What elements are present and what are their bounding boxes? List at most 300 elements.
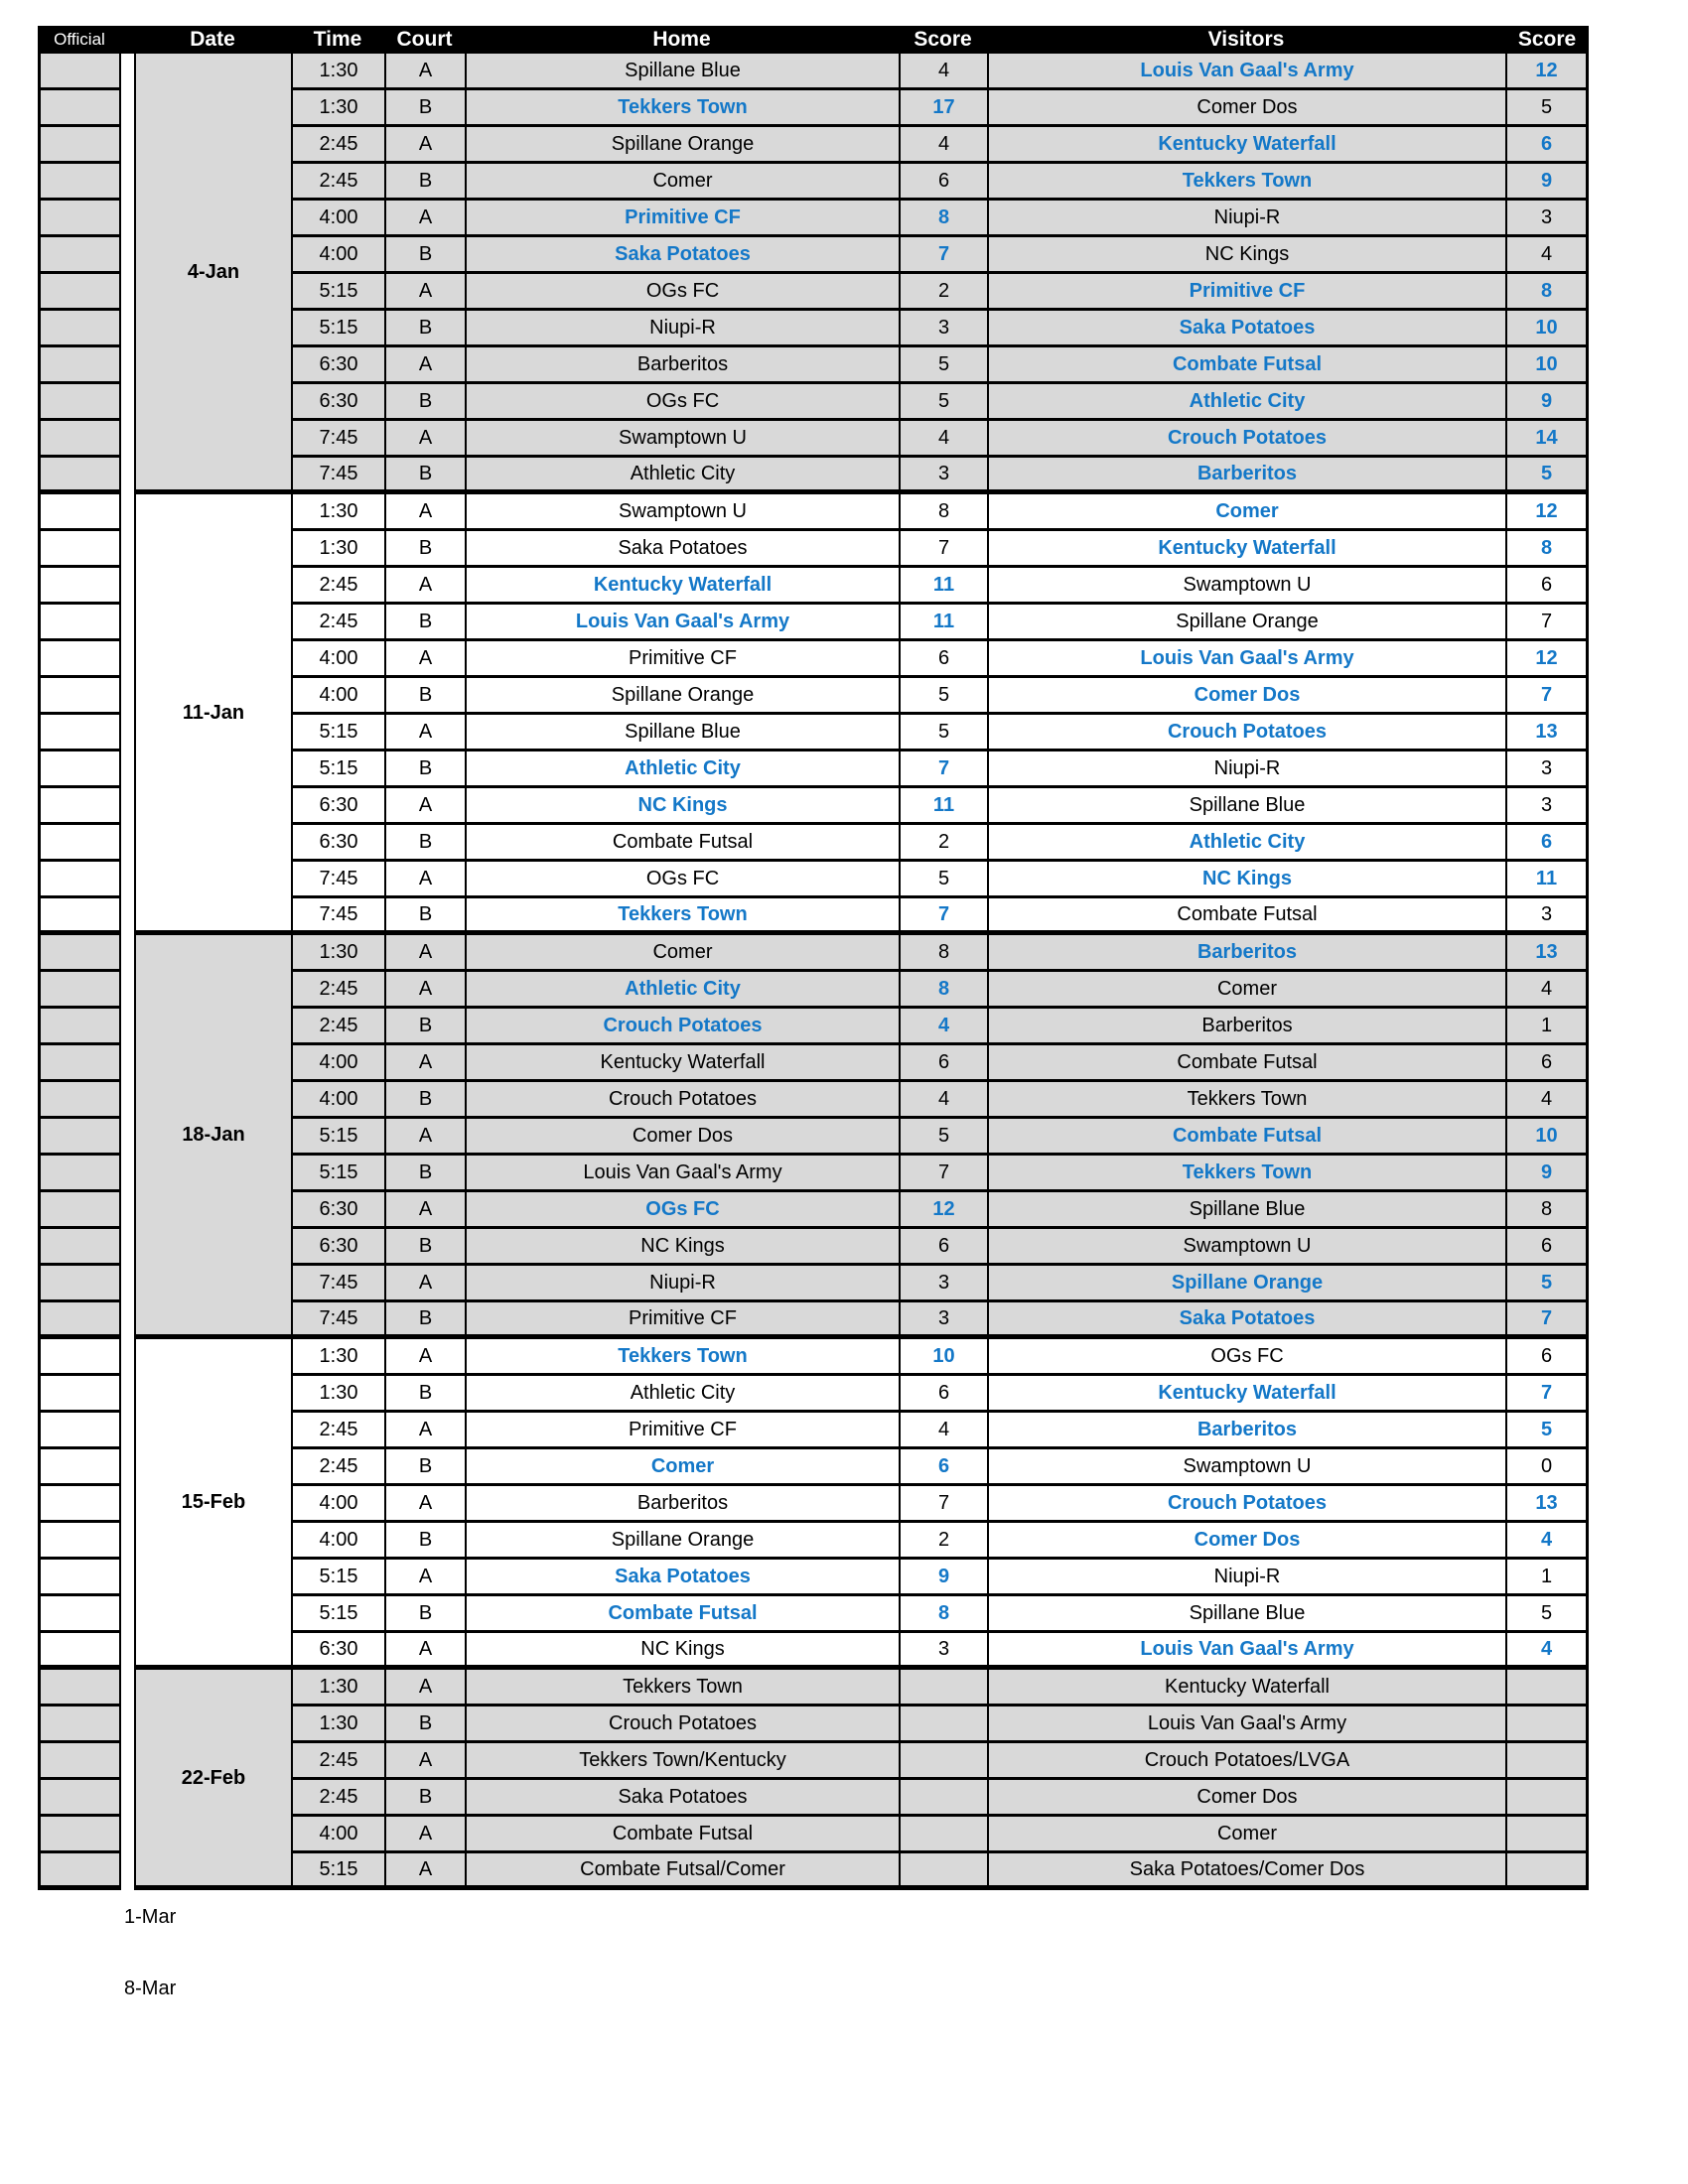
official-cell (38, 1706, 121, 1743)
official-cell (38, 1082, 121, 1119)
official-cell (38, 1633, 121, 1670)
visitor-team-cell: Crouch Potatoes (987, 1486, 1505, 1523)
official-cell (38, 164, 121, 201)
official-cell (38, 1817, 121, 1853)
time-cell: 2:45 (291, 1743, 384, 1780)
court-cell: B (384, 605, 465, 641)
time-cell: 1:30 (291, 90, 384, 127)
visitor-score-cell: 10 (1505, 1119, 1589, 1156)
home-team-cell: Crouch Potatoes (465, 1082, 899, 1119)
official-cell (38, 458, 121, 494)
official-cell (38, 751, 121, 788)
home-team-cell: Comer (465, 164, 899, 201)
home-team-cell: OGs FC (465, 862, 899, 898)
home-team-cell: Spillane Orange (465, 678, 899, 715)
official-date-gap (121, 54, 134, 494)
time-cell: 2:45 (291, 1780, 384, 1817)
court-cell: B (384, 90, 465, 127)
column-header-home-score: Score (914, 28, 972, 51)
court-cell: B (384, 1523, 465, 1560)
visitor-score-cell: 4 (1505, 1633, 1589, 1670)
time-cell: 6:30 (291, 384, 384, 421)
court-cell: B (384, 678, 465, 715)
column-header-visitors: Visitors (1207, 28, 1285, 51)
court-cell: B (384, 825, 465, 862)
home-team-cell: OGs FC (465, 384, 899, 421)
visitor-score-cell: 7 (1505, 1302, 1589, 1339)
home-team-cell: NC Kings (465, 1229, 899, 1266)
column-header-date: Date (190, 28, 235, 51)
court-cell: B (384, 898, 465, 935)
time-cell: 2:45 (291, 127, 384, 164)
visitor-score-cell: 9 (1505, 384, 1589, 421)
home-score-cell: 3 (899, 1266, 987, 1302)
visitor-score-cell: 3 (1505, 751, 1589, 788)
home-team-cell: Saka Potatoes (465, 1780, 899, 1817)
official-cell (38, 935, 121, 972)
home-score-cell: 4 (899, 1413, 987, 1449)
court-cell: B (384, 1302, 465, 1339)
visitor-score-cell: 5 (1505, 458, 1589, 494)
visitor-score-cell (1505, 1706, 1589, 1743)
official-cell (38, 1596, 121, 1633)
date-cell: 4-Jan (134, 54, 291, 494)
visitor-score-cell: 13 (1505, 1486, 1589, 1523)
official-cell (38, 1560, 121, 1596)
column-header-official: Official (54, 30, 105, 49)
home-score-cell: 5 (899, 347, 987, 384)
time-cell: 7:45 (291, 421, 384, 458)
date-block (38, 1670, 1589, 1890)
visitor-team-cell: Louis Van Gaal's Army (987, 1633, 1505, 1670)
visitor-team-cell: Spillane Orange (987, 605, 1505, 641)
time-cell: 5:15 (291, 1156, 384, 1192)
home-team-cell: Combate Futsal (465, 1596, 899, 1633)
home-score-cell: 8 (899, 494, 987, 531)
time-cell: 7:45 (291, 458, 384, 494)
court-cell: A (384, 1670, 465, 1706)
visitor-score-cell: 1 (1505, 1009, 1589, 1045)
home-score-cell: 6 (899, 1376, 987, 1413)
official-cell (38, 1266, 121, 1302)
time-cell: 2:45 (291, 164, 384, 201)
visitor-team-cell: Swamptown U (987, 1229, 1505, 1266)
official-cell (38, 1156, 121, 1192)
time-cell: 7:45 (291, 862, 384, 898)
time-cell: 1:30 (291, 1339, 384, 1376)
time-cell: 1:30 (291, 494, 384, 531)
official-date-gap (121, 494, 134, 935)
home-score-cell: 11 (899, 568, 987, 605)
court-cell: A (384, 54, 465, 90)
time-cell: 1:30 (291, 54, 384, 90)
home-score-cell (899, 1780, 987, 1817)
date-cell: 15-Feb (134, 1339, 291, 1670)
home-score-cell: 7 (899, 898, 987, 935)
time-cell: 6:30 (291, 788, 384, 825)
visitor-score-cell: 4 (1505, 972, 1589, 1009)
visitor-score-cell: 7 (1505, 678, 1589, 715)
official-cell (38, 237, 121, 274)
visitor-team-cell: Tekkers Town (987, 1156, 1505, 1192)
date-block (38, 494, 1589, 935)
date-cell: 22-Feb (134, 1670, 291, 1890)
visitor-score-cell: 14 (1505, 421, 1589, 458)
visitor-team-cell: Barberitos (987, 935, 1505, 972)
time-cell: 4:00 (291, 237, 384, 274)
visitor-score-cell: 12 (1505, 494, 1589, 531)
court-cell: B (384, 1009, 465, 1045)
visitor-score-cell: 4 (1505, 1082, 1589, 1119)
visitor-team-cell: Tekkers Town (987, 164, 1505, 201)
visitor-team-cell: Comer Dos (987, 1780, 1505, 1817)
home-team-cell: Barberitos (465, 1486, 899, 1523)
column-header-court: Court (396, 28, 453, 51)
time-cell: 1:30 (291, 1376, 384, 1413)
visitor-team-cell: NC Kings (987, 237, 1505, 274)
date-blocks (38, 54, 1589, 1890)
visitor-team-cell: Kentucky Waterfall (987, 531, 1505, 568)
schedule-table (38, 26, 1589, 1890)
home-team-cell: Comer Dos (465, 1119, 899, 1156)
time-cell: 2:45 (291, 568, 384, 605)
home-team-cell: Kentucky Waterfall (465, 1045, 899, 1082)
home-team-cell: Primitive CF (465, 201, 899, 237)
visitor-team-cell: Barberitos (987, 458, 1505, 494)
official-cell (38, 972, 121, 1009)
home-team-cell: NC Kings (465, 1633, 899, 1670)
home-score-cell: 6 (899, 641, 987, 678)
visitor-team-cell: Swamptown U (987, 1449, 1505, 1486)
official-cell (38, 1449, 121, 1486)
column-header-home: Home (652, 28, 711, 51)
table-header-row (38, 26, 1589, 54)
home-score-cell: 5 (899, 384, 987, 421)
visitor-score-cell (1505, 1817, 1589, 1853)
official-cell (38, 898, 121, 935)
home-team-cell: Saka Potatoes (465, 1560, 899, 1596)
time-cell: 2:45 (291, 1449, 384, 1486)
court-cell: A (384, 715, 465, 751)
home-score-cell: 5 (899, 678, 987, 715)
court-cell: A (384, 1486, 465, 1523)
visitor-score-cell: 9 (1505, 1156, 1589, 1192)
home-score-cell: 4 (899, 1082, 987, 1119)
date-cell: 18-Jan (134, 935, 291, 1339)
court-cell: A (384, 494, 465, 531)
column-header-time: Time (313, 28, 362, 51)
official-cell (38, 494, 121, 531)
date-block (38, 54, 1589, 494)
time-cell: 5:15 (291, 1596, 384, 1633)
court-cell: A (384, 274, 465, 311)
court-cell: A (384, 788, 465, 825)
visitor-score-cell: 6 (1505, 825, 1589, 862)
visitor-score-cell: 13 (1505, 935, 1589, 972)
official-cell (38, 1413, 121, 1449)
visitor-score-cell: 13 (1505, 715, 1589, 751)
home-team-cell: Tekkers Town (465, 1339, 899, 1376)
home-team-cell: Primitive CF (465, 1302, 899, 1339)
time-cell: 6:30 (291, 347, 384, 384)
home-score-cell: 11 (899, 605, 987, 641)
visitor-team-cell: Comer Dos (987, 90, 1505, 127)
visitor-team-cell: Athletic City (987, 825, 1505, 862)
visitor-team-cell: Tekkers Town (987, 1082, 1505, 1119)
visitor-score-cell: 12 (1505, 54, 1589, 90)
footer-date-1mar: 1-Mar (124, 1906, 177, 1928)
home-team-cell: Tekkers Town/Kentucky (465, 1743, 899, 1780)
official-date-gap (121, 1670, 134, 1890)
home-team-cell: Crouch Potatoes (465, 1706, 899, 1743)
visitor-team-cell: Saka Potatoes (987, 311, 1505, 347)
home-score-cell: 7 (899, 1156, 987, 1192)
official-cell (38, 641, 121, 678)
official-cell (38, 1523, 121, 1560)
home-score-cell: 12 (899, 1192, 987, 1229)
official-cell (38, 715, 121, 751)
home-score-cell: 5 (899, 862, 987, 898)
court-cell: B (384, 1449, 465, 1486)
home-score-cell: 3 (899, 458, 987, 494)
home-team-cell: Comer (465, 935, 899, 972)
time-cell: 2:45 (291, 1009, 384, 1045)
visitor-score-cell (1505, 1853, 1589, 1890)
home-team-cell: Combate Futsal/Comer (465, 1853, 899, 1890)
home-score-cell: 4 (899, 421, 987, 458)
court-cell: A (384, 1045, 465, 1082)
official-date-gap (121, 1339, 134, 1670)
visitor-team-cell: Saka Potatoes (987, 1302, 1505, 1339)
home-score-cell: 2 (899, 1523, 987, 1560)
home-team-cell: Tekkers Town (465, 90, 899, 127)
visitor-team-cell: Comer (987, 494, 1505, 531)
visitor-team-cell: Combate Futsal (987, 898, 1505, 935)
home-score-cell: 11 (899, 788, 987, 825)
time-cell: 7:45 (291, 898, 384, 935)
home-score-cell (899, 1743, 987, 1780)
visitor-score-cell: 8 (1505, 274, 1589, 311)
home-team-cell: Athletic City (465, 751, 899, 788)
court-cell: A (384, 1560, 465, 1596)
home-team-cell: Athletic City (465, 1376, 899, 1413)
court-cell: B (384, 384, 465, 421)
home-score-cell: 8 (899, 972, 987, 1009)
official-date-gap (121, 935, 134, 1339)
home-team-cell: Spillane Orange (465, 127, 899, 164)
official-cell (38, 127, 121, 164)
home-score-cell: 10 (899, 1339, 987, 1376)
official-cell (38, 1192, 121, 1229)
home-score-cell (899, 1817, 987, 1853)
official-cell (38, 54, 121, 90)
official-cell (38, 1339, 121, 1376)
official-cell (38, 1376, 121, 1413)
visitor-team-cell: Comer Dos (987, 1523, 1505, 1560)
visitor-score-cell: 3 (1505, 898, 1589, 935)
home-team-cell: Niupi-R (465, 311, 899, 347)
home-team-cell: OGs FC (465, 274, 899, 311)
official-cell (38, 1119, 121, 1156)
visitor-team-cell: Spillane Blue (987, 1192, 1505, 1229)
visitor-score-cell (1505, 1743, 1589, 1780)
court-cell: A (384, 1743, 465, 1780)
court-cell: A (384, 201, 465, 237)
visitor-score-cell: 12 (1505, 641, 1589, 678)
visitor-score-cell: 7 (1505, 605, 1589, 641)
home-score-cell: 7 (899, 1486, 987, 1523)
official-cell (38, 201, 121, 237)
visitor-score-cell: 5 (1505, 1596, 1589, 1633)
visitor-team-cell: Niupi-R (987, 751, 1505, 788)
court-cell: B (384, 751, 465, 788)
court-cell: A (384, 972, 465, 1009)
visitor-score-cell: 11 (1505, 862, 1589, 898)
home-team-cell: Spillane Orange (465, 1523, 899, 1560)
court-cell: B (384, 531, 465, 568)
official-cell (38, 825, 121, 862)
home-team-cell: Kentucky Waterfall (465, 568, 899, 605)
court-cell: B (384, 1596, 465, 1633)
home-team-cell: Swamptown U (465, 421, 899, 458)
visitor-score-cell: 6 (1505, 1229, 1589, 1266)
court-cell: A (384, 1853, 465, 1890)
home-score-cell (899, 1670, 987, 1706)
visitor-score-cell: 7 (1505, 1376, 1589, 1413)
official-cell (38, 384, 121, 421)
home-team-cell: OGs FC (465, 1192, 899, 1229)
visitor-score-cell: 6 (1505, 1339, 1589, 1376)
visitor-team-cell: Niupi-R (987, 201, 1505, 237)
official-cell (38, 311, 121, 347)
visitor-score-cell: 5 (1505, 1266, 1589, 1302)
court-cell: B (384, 164, 465, 201)
home-score-cell: 17 (899, 90, 987, 127)
official-cell (38, 1045, 121, 1082)
court-cell: A (384, 421, 465, 458)
time-cell: 4:00 (291, 1045, 384, 1082)
time-cell: 6:30 (291, 1229, 384, 1266)
home-score-cell: 3 (899, 1302, 987, 1339)
visitor-team-cell: Crouch Potatoes (987, 421, 1505, 458)
official-cell (38, 1302, 121, 1339)
home-team-cell: Barberitos (465, 347, 899, 384)
home-score-cell (899, 1853, 987, 1890)
home-team-cell: Saka Potatoes (465, 237, 899, 274)
visitor-score-cell: 0 (1505, 1449, 1589, 1486)
home-team-cell: Primitive CF (465, 641, 899, 678)
home-score-cell: 4 (899, 54, 987, 90)
time-cell: 2:45 (291, 1413, 384, 1449)
column-header-visitor-score: Score (1517, 28, 1577, 51)
visitor-team-cell: Louis Van Gaal's Army (987, 641, 1505, 678)
court-cell: A (384, 1413, 465, 1449)
visitor-team-cell: Kentucky Waterfall (987, 127, 1505, 164)
court-cell: B (384, 237, 465, 274)
home-team-cell: Louis Van Gaal's Army (465, 1156, 899, 1192)
home-team-cell: Niupi-R (465, 1266, 899, 1302)
home-score-cell: 3 (899, 1633, 987, 1670)
home-team-cell: Comer (465, 1449, 899, 1486)
home-score-cell: 2 (899, 825, 987, 862)
official-cell (38, 1229, 121, 1266)
footer-date-8mar: 8-Mar (124, 1978, 177, 1999)
visitor-team-cell: Comer Dos (987, 678, 1505, 715)
home-team-cell: Combate Futsal (465, 825, 899, 862)
official-cell (38, 605, 121, 641)
time-cell: 5:15 (291, 1560, 384, 1596)
visitor-team-cell: Crouch Potatoes (987, 715, 1505, 751)
home-score-cell: 2 (899, 274, 987, 311)
official-cell (38, 1853, 121, 1890)
time-cell: 5:15 (291, 1853, 384, 1890)
visitor-team-cell: Spillane Blue (987, 1596, 1505, 1633)
visitor-team-cell: Comer (987, 972, 1505, 1009)
court-cell: A (384, 568, 465, 605)
visitor-score-cell: 8 (1505, 1192, 1589, 1229)
time-cell: 5:15 (291, 751, 384, 788)
official-cell (38, 347, 121, 384)
visitor-team-cell: NC Kings (987, 862, 1505, 898)
time-cell: 1:30 (291, 1706, 384, 1743)
home-score-cell: 6 (899, 1449, 987, 1486)
court-cell: A (384, 1339, 465, 1376)
home-team-cell: Tekkers Town (465, 898, 899, 935)
court-cell: A (384, 1192, 465, 1229)
visitor-score-cell: 3 (1505, 201, 1589, 237)
home-score-cell: 4 (899, 1009, 987, 1045)
visitor-team-cell: Barberitos (987, 1009, 1505, 1045)
court-cell: B (384, 1082, 465, 1119)
visitor-team-cell: Combate Futsal (987, 1119, 1505, 1156)
court-cell: B (384, 311, 465, 347)
visitor-score-cell: 3 (1505, 788, 1589, 825)
home-team-cell: NC Kings (465, 788, 899, 825)
home-score-cell (899, 1706, 987, 1743)
time-cell: 1:30 (291, 531, 384, 568)
court-cell: A (384, 1119, 465, 1156)
visitor-score-cell: 5 (1505, 90, 1589, 127)
court-cell: B (384, 1780, 465, 1817)
time-cell: 4:00 (291, 1082, 384, 1119)
court-cell: B (384, 458, 465, 494)
court-cell: A (384, 347, 465, 384)
visitor-score-cell: 6 (1505, 127, 1589, 164)
visitor-team-cell: Athletic City (987, 384, 1505, 421)
visitor-score-cell: 4 (1505, 237, 1589, 274)
official-cell (38, 862, 121, 898)
home-score-cell: 8 (899, 935, 987, 972)
official-cell (38, 1780, 121, 1817)
visitor-team-cell: Louis Van Gaal's Army (987, 1706, 1505, 1743)
home-score-cell: 5 (899, 715, 987, 751)
home-score-cell: 7 (899, 237, 987, 274)
visitor-team-cell: OGs FC (987, 1339, 1505, 1376)
home-score-cell: 6 (899, 1229, 987, 1266)
date-block (38, 935, 1589, 1339)
home-score-cell: 4 (899, 127, 987, 164)
visitor-team-cell: Primitive CF (987, 274, 1505, 311)
visitor-team-cell: Combate Futsal (987, 1045, 1505, 1082)
time-cell: 6:30 (291, 1192, 384, 1229)
official-cell (38, 1670, 121, 1706)
home-team-cell: Louis Van Gaal's Army (465, 605, 899, 641)
home-score-cell: 9 (899, 1560, 987, 1596)
home-team-cell: Swamptown U (465, 494, 899, 531)
home-team-cell: Crouch Potatoes (465, 1009, 899, 1045)
court-cell: A (384, 862, 465, 898)
time-cell: 4:00 (291, 641, 384, 678)
